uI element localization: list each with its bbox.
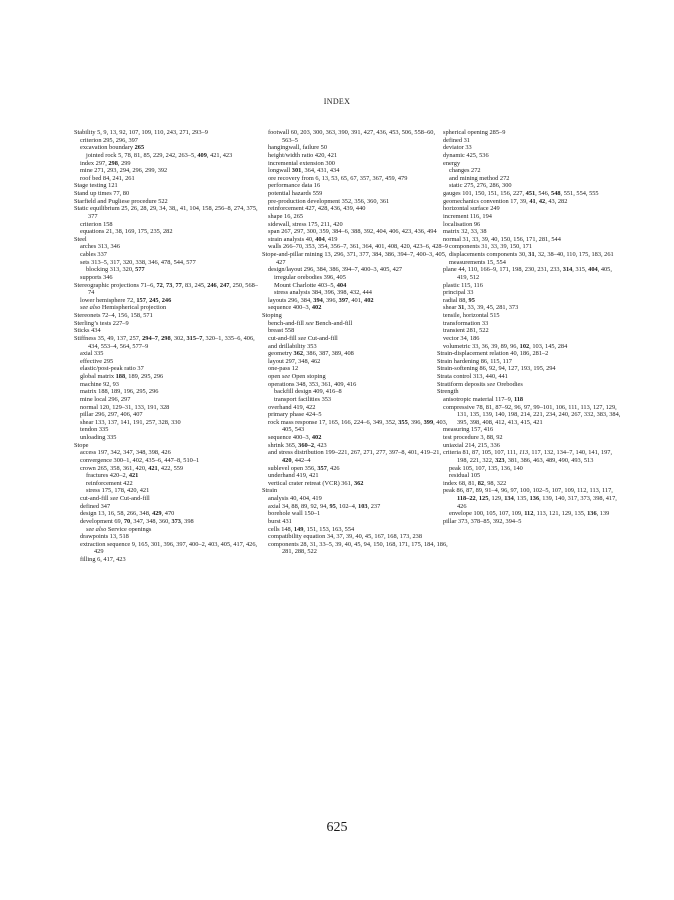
index-entry: cut-and-fill see Cut-and-fill — [80, 495, 150, 502]
index-entry: and stress distribution 199–221, 267, 271, 277, 397–8, 401, 419–21, 420, 442–4 — [268, 449, 442, 464]
index-entry: plastic 115, 116 — [443, 281, 483, 289]
index-entry: energy — [443, 159, 461, 167]
index-entry: measuring 157, 416 — [443, 426, 494, 434]
index-entry: Stage testing 121 — [74, 182, 118, 190]
index-entry: hangingwall, failure 50 — [268, 144, 328, 152]
index-entry: static 275, 276, 286, 300 — [449, 182, 512, 190]
index-entry: sidewall, stress 175, 211, 420 — [268, 220, 343, 228]
index-entry: spherical opening 285–9 — [443, 129, 506, 136]
index-entry: design 13, 16, 58, 266, 348, 429, 470 — [80, 510, 175, 518]
index-entry: components 28, 31, 33–5, 39, 40, 45, 94, 150, 168, 171, 175, 184, 186, 281, 288, 522 — [268, 540, 448, 556]
index-entry: roof bed 84, 241, 261 — [80, 174, 135, 182]
index-entry: gauges 101, 150, 151, 156, 227, 451, 546, 548, 551, 554, 555 — [443, 190, 599, 197]
index-entry: vertical crater retreat (VCR) 361, 362 — [268, 479, 364, 487]
index-entry: incremental extension 300 — [268, 159, 335, 167]
index-entry: machine 92, 93 — [80, 380, 119, 388]
index-entry: Strain — [262, 487, 278, 495]
index-entry: backfill design 409, 416–8 — [274, 388, 342, 396]
index-entry: transformation 33 — [443, 319, 489, 327]
index-entry: increment 116, 194 — [443, 212, 492, 220]
index-entry: cut-and-fill see Cut-and-fill — [268, 334, 338, 342]
index-entry: supports 346 — [80, 273, 113, 281]
index-entry: ore recovery from 6, 13, 53, 65, 67, 357, 367, 459, 479 — [268, 174, 408, 182]
index-entry: sets 313–5, 317, 320, 338, 346, 478, 544, 577 — [80, 258, 196, 266]
index-entry: dynamic 425, 536 — [443, 151, 489, 159]
index-entry: Strain-displacement relation 40, 186, 281–2 — [437, 350, 549, 358]
index-entry: Strata control 313, 440, 441 — [437, 373, 508, 380]
index-entry: Stereographic projections 71–6, 72, 73, 77, 83, 245, 246, 247, 250, 568–74 — [74, 281, 258, 297]
index-entry: criteria 81, 87, 105, 107, 111, 113, 117, 132, 134–7, 140, 141, 197, 198, 221, 322, 323, 381, 386, 463, 489, 490, 493, 513 — [443, 449, 613, 464]
index-entry: measurements 15, 554 — [449, 258, 506, 266]
index-entry: and mining method 272 — [449, 174, 510, 182]
index-entry: envelope 100, 105, 107, 109, 112, 113, 121, 129, 135, 136, 139 — [449, 510, 610, 518]
index-entry: radial 88, 95 — [443, 296, 475, 304]
index-entry: arches 313, 346 — [80, 243, 120, 251]
index-entry: Stereonets 72–4, 156, 158, 571 — [74, 312, 153, 319]
index-entry: Steel — [74, 235, 87, 243]
index-entry: peak 86, 87, 89, 91–4, 96, 97, 100, 102–5, 107, 109, 112, 113, 117, 118–22, 125, 129, 134, 135, 136, 139, 140, 317, 373, 398, 417, 426 — [443, 487, 617, 510]
index-entry: shear 133, 137, 141, 191, 257, 328, 330 — [80, 418, 181, 426]
index-entry: stress 175, 178, 420, 421 — [86, 487, 150, 495]
index-entry: transient 281, 522 — [443, 327, 489, 335]
index-entry: vector 34, 186 — [443, 334, 480, 342]
index-entry: Stand up times 77, 80 — [74, 190, 130, 197]
index-entry: geomechanics convention 17, 39, 41, 42, 43, 282 — [443, 197, 568, 205]
index-entry: stress analysis 384, 396, 398, 432, 444 — [274, 289, 372, 297]
index-entry: longwall 301, 364, 431, 434 — [268, 167, 340, 175]
index-entry: operations 348, 353, 361, 409, 416 — [268, 380, 357, 388]
index-entry: criterion 295, 296, 397 — [80, 136, 138, 144]
index-entry: strain analysis 40, 404, 419 — [268, 235, 338, 243]
running-header: INDEX — [323, 97, 351, 106]
index-entry: see also Hemispherical projection — [80, 304, 167, 312]
index-entry: jointed rock 5, 78, 81, 85, 229, 242, 263–5, 409, 421, 423 — [86, 151, 233, 159]
index-entry: blocking 313, 320, 577 — [86, 266, 145, 274]
index-column-3 — [437, 129, 623, 526]
index-column-1 — [74, 129, 260, 564]
index-entry: layouts 296, 384, 394, 396, 397, 401, 402 — [268, 296, 374, 304]
index-entry: tensile, horizontal 515 — [443, 312, 500, 319]
index-entry: unloading 335 — [80, 434, 117, 441]
index-entry: pillar 296, 297, 406, 407 — [80, 411, 143, 419]
index-entry: overhand 419, 422 — [268, 403, 316, 411]
index-entry: anisotropic material 117–9, 118 — [443, 395, 524, 403]
index-entry: Strength — [437, 388, 459, 396]
index-entry: crown 265, 358, 361, 420, 421, 422, 559 — [80, 464, 184, 472]
index-entry: fractures 420–2, 421 — [86, 472, 139, 480]
index-entry: sublevel open 356, 357, 426 — [268, 464, 340, 472]
index-entry: access 197, 342, 347, 348, 398, 426 — [80, 449, 171, 457]
index-entry: test procedure 3, 88, 92 — [443, 434, 503, 441]
index-entry: Stratiform deposits see Orebodies — [437, 380, 523, 388]
index-entry: Sterling’s tests 227–9 — [74, 319, 129, 327]
index-entry: footwall 60, 203, 300, 363, 390, 391, 427, 436, 453, 506, 558–60, 563–5 — [268, 129, 436, 144]
index-entry: extraction sequence 9, 165, 301, 396, 397, 400–2, 403, 405, 417, 426, 429 — [80, 540, 258, 556]
index-entry: layout 297, 348, 462 — [268, 357, 321, 365]
index-entry: changes 272 — [449, 167, 481, 175]
index-entry: Stability 5, 9, 13, 92, 107, 109, 110, 243, 271, 293–9 — [74, 129, 208, 136]
index-entry: index 297, 298, 299 — [80, 159, 131, 167]
index-entry: underhand 419, 421 — [268, 472, 319, 480]
index-entry: normal 120, 129–31, 133, 191, 328 — [80, 403, 170, 411]
index-entry: and drillability 353 — [268, 342, 317, 350]
index-entry: mine 271, 293, 294, 296, 299, 392 — [80, 167, 168, 175]
index-entry: residual 105 — [449, 472, 481, 480]
index-column-2 — [262, 129, 448, 556]
index-entry: shear 31, 33, 39, 45, 281, 373 — [443, 304, 519, 312]
index-entry: drawpoints 13, 518 — [80, 533, 129, 541]
index-entry: pre-production development 352, 356, 360, 361 — [268, 197, 390, 205]
index-entry: bench-and-fill see Bench-and-fill — [268, 319, 353, 327]
index-entry: horizontal surface 249 — [443, 205, 500, 213]
index-entry: index 68, 81, 82, 98, 322 — [443, 479, 507, 487]
index-entry: irregular orebodies 396, 405 — [274, 273, 346, 281]
index-entry: lower hemisphere 72, 157, 245, 246 — [80, 296, 172, 304]
index-entry: span 267, 297, 300, 359, 384–6, 388, 392, 404, 406, 423, 436, 494 — [268, 228, 437, 236]
index-entry: Stope — [74, 441, 89, 449]
index-entry: analysis 40, 404, 419 — [268, 495, 322, 502]
index-entry: matrix 32, 33, 38 — [443, 228, 487, 236]
index-entry: borehole wall 150–1 — [268, 510, 321, 518]
index-entry: axial 335 — [80, 350, 104, 358]
index-entry: criterion 158 — [80, 220, 113, 228]
index-entry: effective 295 — [80, 357, 114, 365]
index-entry: cables 337 — [80, 251, 107, 258]
page-number: 625 — [326, 820, 348, 835]
index-entry: rock mass response 17, 165, 166, 224–6, 349, 352, 355, 396, 399, 403, 405, 543 — [268, 418, 448, 434]
index-entry: see also Service openings — [86, 525, 152, 533]
index-entry: matrix 188, 189, 196, 295, 296 — [80, 388, 159, 396]
index-entry: convergence 300–1, 402, 435–6, 447–8, 510–1 — [80, 456, 200, 464]
index-entry: shape 16, 265 — [268, 212, 304, 220]
index-entry: cells 148, 149, 151, 153, 163, 554 — [268, 525, 355, 533]
index-entry: components 31, 33, 39, 150, 171 — [449, 243, 532, 251]
index-entry: reinforcement 427, 428, 436, 439, 440 — [268, 205, 366, 213]
index-entry: Sticks 434 — [74, 327, 101, 335]
index-entry: pillar 373, 378–85, 392, 394–5 — [443, 517, 522, 525]
index-entry: Stiffness 35, 49, 137, 257, 294–7, 298, 302, 315–7, 320–1, 335–6, 406, 434, 553–4, 564, 577–9 — [74, 334, 255, 350]
index-entry: burst 431 — [268, 517, 292, 525]
index-entry: transport facilities 353 — [274, 395, 332, 403]
index-entry: Starfield and Pugliese procedure 522 — [74, 197, 168, 205]
index-entry: filling 6, 417, 423 — [80, 556, 126, 563]
index-entry: tendon 335 — [80, 426, 109, 434]
index-entry: potential hazards 559 — [268, 190, 323, 197]
index-entry: excavation boundary 265 — [80, 144, 145, 152]
index-entry: volumetric 33, 36, 39, 89, 96, 102, 103, 145, 284 — [443, 342, 568, 350]
index-entry: performance data 16 — [268, 182, 321, 190]
index-entry: plane 44, 110, 166–9, 171, 198, 230, 231, 233, 314, 315, 404, 405, 419, 512 — [443, 266, 612, 281]
index-entry: defined 31 — [443, 136, 470, 144]
index-entry: defined 347 — [80, 502, 111, 510]
index-entry: Static equilibrium 25, 26, 28, 29, 34, 38,, 41, 104, 158, 256–8, 274, 375, 377 — [74, 205, 258, 220]
index-entry: global matrix 188, 189, 295, 296 — [80, 373, 164, 380]
index-entry: design/layout 296, 384, 386, 394–7, 400–3, 405, 427 — [268, 266, 403, 274]
index-entry: localisation 96 — [443, 220, 481, 228]
index-entry: one-pass 12 — [268, 365, 299, 373]
index-entry: Stoping — [262, 312, 282, 319]
index-entry: equations 21, 38, 169, 175, 235, 282 — [80, 228, 173, 236]
index-entry: open see Open stoping — [268, 373, 326, 380]
index-entry: reinforcement 422 — [86, 479, 133, 487]
index-entry: displacements components 30, 31, 32, 38–40, 110, 175, 183, 261 — [449, 251, 614, 258]
index-entry: sequence 400–3, 402 — [268, 304, 322, 312]
index-entry: Stope-and-pillar mining 13, 296, 371, 377, 384, 386, 394–7, 400–3, 405, 427 — [262, 251, 447, 266]
index-entry: geometry 362, 386, 387, 389, 408 — [268, 350, 354, 358]
index-entry: peak 105, 107, 135, 136, 140 — [449, 464, 523, 472]
index-entry: compressive 78, 81, 87–92, 96, 97, 99–101, 106, 111, 113, 127, 129, 131, 135, 139, 140, 198, 214, 221, 234, 240, 267, 332, 383, 384, 395, 398, 408, 412, 413, 415, 421 — [443, 403, 621, 426]
index-entry: sequence 400–3, 402 — [268, 434, 322, 441]
index-entry: normal 31, 33, 39, 40, 150, 156, 171, 281, 544 — [443, 235, 561, 243]
index-entry: development 69, 70, 347, 348, 360, 373, 398 — [80, 517, 194, 525]
index-entry: Strain hardening 86, 115, 117 — [437, 357, 512, 365]
index-entry: axial 34, 88, 89, 92, 94, 95, 102–4, 103, 237 — [268, 502, 381, 510]
index-entry: Mount Charlotte 403–5, 404 — [274, 281, 347, 289]
index-entry: deviator 33 — [443, 144, 472, 152]
index-entry: breast 558 — [268, 327, 295, 335]
index-entry: shrink 365, 360–2, 423 — [268, 441, 327, 449]
index-entry: principal 33 — [443, 289, 474, 297]
index-entry: height/width ratio 420, 421 — [268, 151, 338, 159]
index-entry: uniaxial 214, 215, 336 — [443, 441, 500, 449]
index-entry: walls 266–70, 353, 354, 356–7, 361, 364, 401, 408, 420, 423–6, 428–9 — [268, 243, 448, 251]
index-entry: elastic/post-peak ratio 37 — [80, 365, 144, 373]
index-entry: Strain-softening 86, 92, 94, 127, 193, 195, 294 — [437, 365, 556, 373]
index-entry: mine local 296, 297 — [80, 395, 131, 403]
index-entry: primary phase 424–5 — [268, 411, 322, 419]
index-entry: compatibility equation 34, 37, 39, 40, 45, 167, 168, 173, 238 — [268, 533, 423, 541]
